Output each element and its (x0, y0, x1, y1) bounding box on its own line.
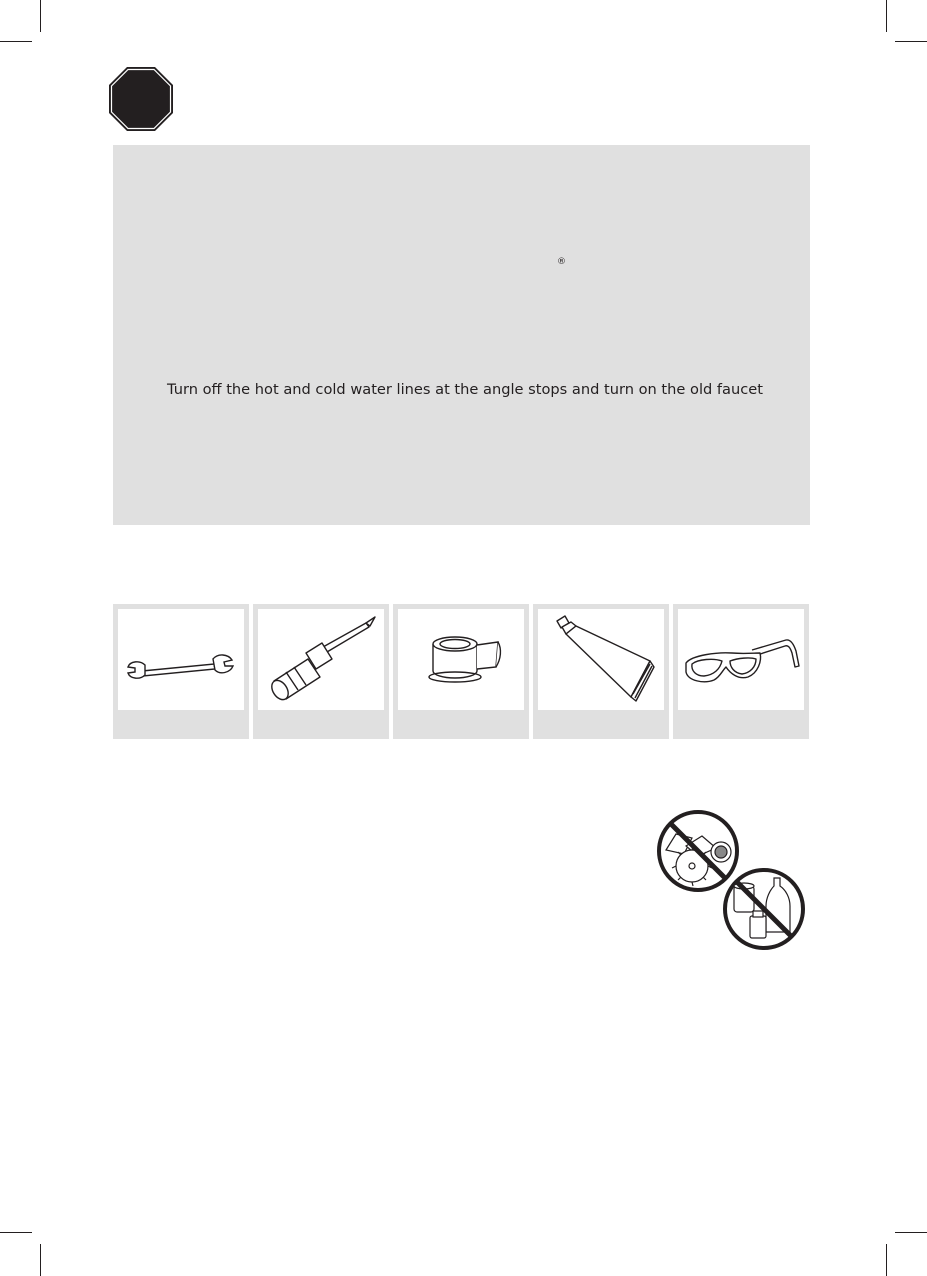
stop-octagon-icon (108, 66, 174, 132)
tool-card-safety-glasses (673, 604, 809, 739)
tool-card-sealant-tube (533, 604, 669, 739)
warning-instruction-text: Turn off the hot and cold water lines at the angle stops and turn on the old faucet (167, 381, 763, 398)
tool-label (673, 712, 809, 737)
tool-label (533, 712, 669, 737)
crop-mark (886, 0, 887, 32)
crop-mark (0, 1232, 32, 1233)
tool-card-plumbers-tape (393, 604, 529, 739)
screwdriver-icon (258, 609, 384, 710)
crop-mark (895, 1232, 927, 1233)
wrench-icon (118, 609, 244, 710)
no-chemical-cleaners-icon (725, 870, 803, 948)
crop-mark (895, 41, 927, 42)
warning-panel (113, 145, 810, 525)
tool-label (113, 712, 249, 737)
tool-card-screwdriver (253, 604, 389, 739)
crop-mark (0, 41, 32, 42)
tool-label (393, 712, 529, 737)
crop-mark (40, 0, 41, 32)
plumbers-tape-icon (398, 609, 524, 710)
tool-card-wrench (113, 604, 249, 739)
no-abrasive-tools-icon (659, 812, 737, 890)
crop-mark (886, 1244, 887, 1276)
registered-mark: ® (557, 257, 566, 267)
tool-label (253, 712, 389, 737)
safety-glasses-icon (678, 609, 804, 710)
sealant-tube-icon (538, 609, 664, 710)
crop-mark (40, 1244, 41, 1276)
prohibited-icons (652, 806, 812, 956)
